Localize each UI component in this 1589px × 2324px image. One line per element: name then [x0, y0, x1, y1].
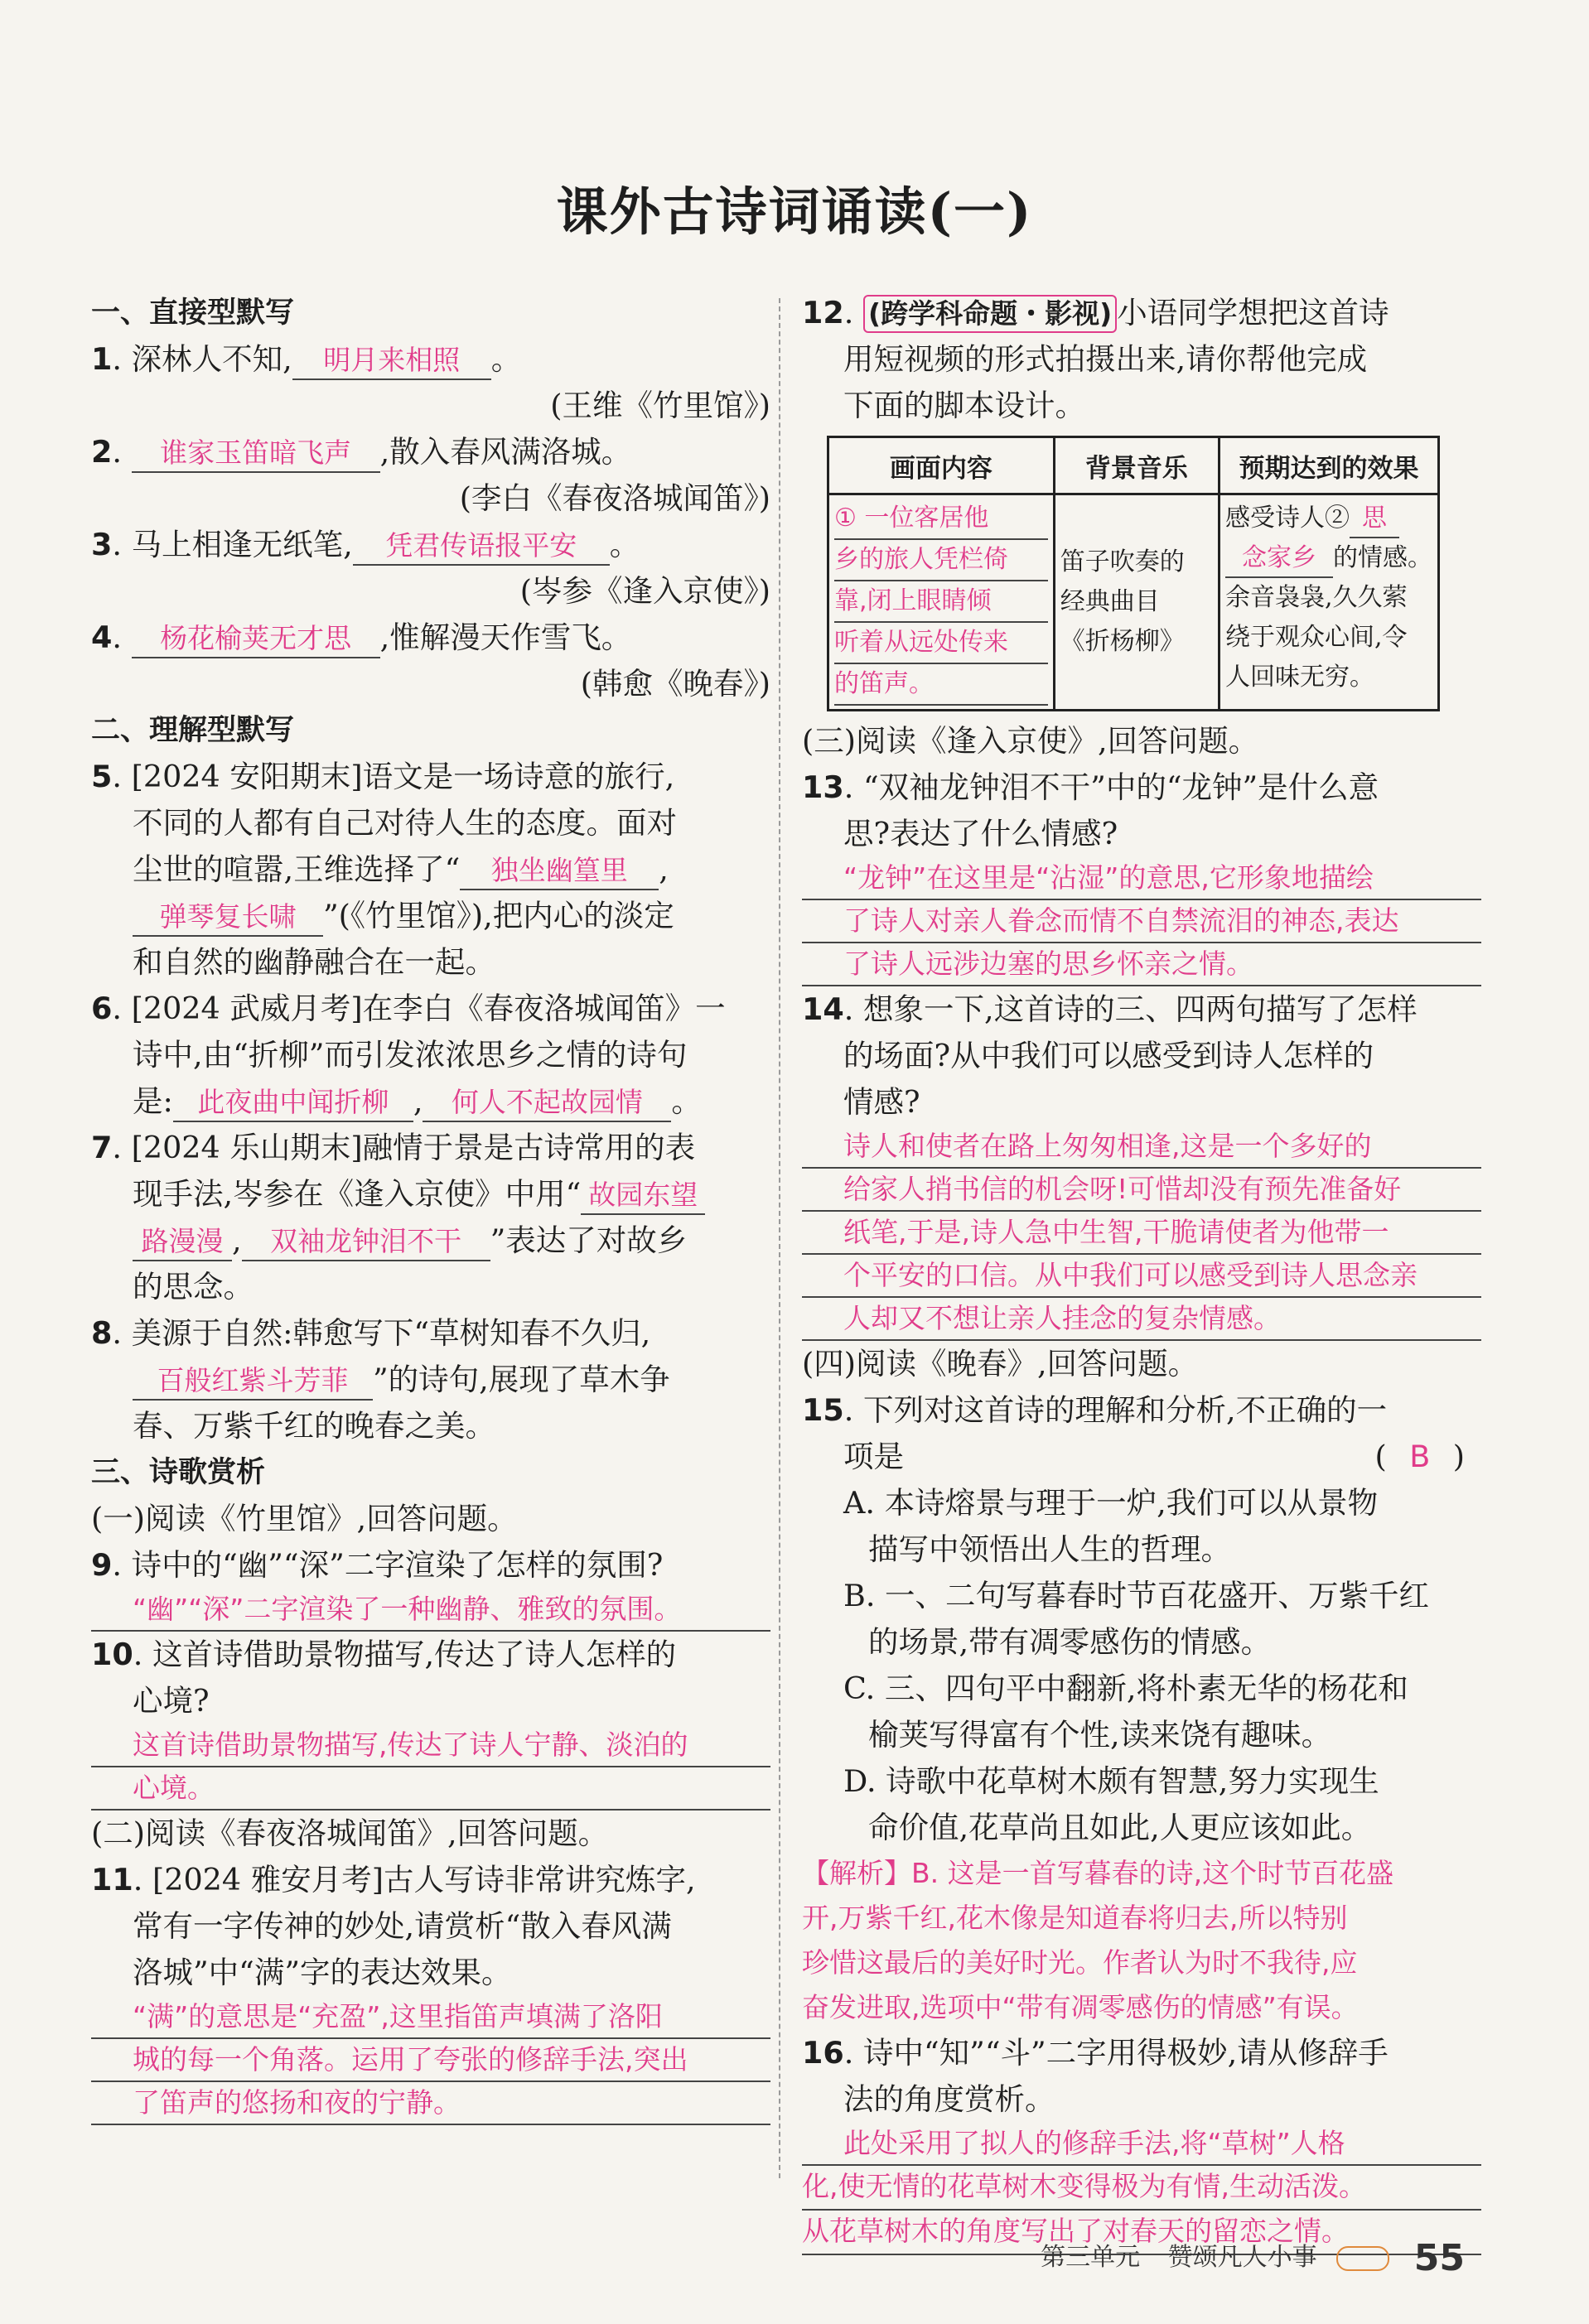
question-number: 2 — [91, 434, 113, 470]
question-text: 常有一字传神的妙处,请赏析“散入春风满 — [133, 1908, 672, 1944]
question-16 — [802, 2030, 1481, 2076]
table-header-row — [828, 437, 1439, 494]
question-number: 6 — [91, 991, 113, 1026]
question-text: , — [232, 1222, 242, 1258]
answer-blank: 故园东望 — [581, 1177, 705, 1215]
table-cell-effect — [1220, 494, 1439, 711]
answer-line: 心境。 — [91, 1767, 770, 1811]
question-14 — [802, 986, 1481, 1033]
choice-answer: B — [1409, 1439, 1431, 1474]
question-text: . [2024 乐山期末]融情于景是古诗常用的表 — [112, 1130, 696, 1165]
question-text: . — [112, 620, 132, 655]
option-text: 描写中领悟出人生的哲理。 — [868, 1531, 1231, 1567]
analysis-text: 奋发进取,选项中“带有凋零感伤的情感”有误。 — [802, 1991, 1359, 2023]
answer-line: 诗人和使者在路上匆匆相逢,这是一个多好的 — [802, 1126, 1481, 1169]
analysis-text: 开,万紫千红,花木像是知道春将归去,所以特别 — [802, 1902, 1348, 1934]
question-text: . 下列对这首诗的理解和分析,不正确的一 — [843, 1392, 1388, 1428]
question-text — [91, 893, 770, 939]
table-header: 预期达到的效果 — [1220, 437, 1439, 494]
cell-text: 余音袅袅,久久萦 — [1225, 583, 1408, 612]
question-text: . [2024 雅安月考]古人写诗非常讲究炼字, — [133, 1862, 696, 1897]
table-row — [828, 494, 1439, 711]
reading-heading: (三)阅读《逢入京使》,回答问题。 — [802, 723, 1259, 759]
cell-text: 《折杨柳》 — [1060, 627, 1185, 656]
answer-blank: 思 — [1350, 500, 1399, 538]
question-text: . “双袖龙钟泪不干”中的“龙钟”是什么意 — [843, 769, 1379, 805]
section-direct-recitation: 一、直接型默写 — [91, 297, 295, 330]
question-text: 春、万紫千红的晚春之美。 — [133, 1408, 495, 1444]
answer-line: “幽”“深”二字渲染了一种幽静、雅致的氛围。 — [91, 1589, 770, 1632]
answer-line: 从花草树木的角度写出了对春天的留恋之情。 — [802, 2211, 1481, 2255]
question-text: ”(《竹里馆》),把内心的淡定 — [323, 898, 674, 933]
question-15 — [802, 1387, 1481, 1434]
question-number: 15 — [802, 1392, 844, 1428]
question-number: 14 — [802, 991, 844, 1027]
question-number: 11 — [91, 1862, 133, 1897]
answer-blank: 百般红紫斗芳菲 — [133, 1362, 373, 1401]
question-text: ”表达了对故乡 — [490, 1222, 688, 1258]
question-text: 用短视频的形式拍摄出来,请你帮他完成 — [843, 341, 1368, 377]
question-text: , — [413, 1083, 423, 1119]
question-text — [91, 846, 770, 893]
question-text: 情感? — [843, 1084, 920, 1120]
question-4 — [91, 615, 770, 661]
question-text — [802, 1434, 1481, 1480]
question-text: . 深林人不知, — [112, 341, 292, 377]
answer-bracket — [1375, 1434, 1466, 1480]
option-b: B. 一、二句写暮春时节百花盛开、万紫千红 — [843, 1578, 1430, 1613]
option-text: 的场景,带有凋零感伤的情感。 — [868, 1624, 1272, 1660]
right-column — [802, 290, 1481, 2255]
bracket-close: ) — [1452, 1439, 1465, 1474]
unit-label: 第三单元 — [1041, 2243, 1141, 2272]
answer-blank: 何人不起故园情 — [423, 1084, 671, 1122]
page-footer — [1041, 2236, 1465, 2279]
answer-line: 纸笔,于是,诗人急中生智,干脆请使者为他带一 — [802, 1212, 1481, 1255]
question-7 — [91, 1125, 770, 1171]
reading-heading: (一)阅读《竹里馆》,回答问题。 — [91, 1501, 518, 1536]
answer-line: 了诗人对亲人眷念而情不自禁流泪的神态,表达 — [802, 900, 1481, 943]
question-text: . 马上相逢无纸笔, — [112, 527, 353, 562]
answer-line: 人却又不想让亲人挂念的复杂情感。 — [802, 1298, 1481, 1341]
question-text: 法的角度赏析。 — [843, 2081, 1055, 2117]
table-header: 背景音乐 — [1054, 437, 1219, 494]
question-number: 9 — [91, 1547, 113, 1583]
question-number: 4 — [91, 620, 113, 655]
poem-source: (王维《竹里馆》) — [550, 388, 770, 423]
reading-heading: (四)阅读《晚春》,回答问题。 — [802, 1346, 1199, 1381]
question-1 — [91, 336, 770, 383]
question-text: 是: — [133, 1083, 173, 1119]
question-text: 的思念。 — [133, 1269, 254, 1304]
answer-line: 城的每一个角落。运用了夸张的修辞手法,突出 — [91, 2039, 770, 2082]
script-design-table — [827, 436, 1440, 711]
question-6 — [91, 986, 770, 1032]
question-text — [91, 1357, 770, 1403]
answer-line: ① 一位客居他 — [834, 499, 1048, 540]
question-text — [91, 1217, 770, 1264]
question-text: 和自然的幽静融合在一起。 — [133, 944, 495, 980]
answer-line: 靠,闭上眼睛倾 — [834, 581, 1048, 623]
column-divider — [779, 298, 780, 2178]
question-text: . 想象一下,这首诗的三、四两句描写了怎样 — [843, 991, 1418, 1027]
poem-source: (李白《春夜洛城闻笛》) — [459, 480, 770, 516]
answer-line: 此处采用了拟人的修辞手法,将“草树”人格 — [802, 2123, 1481, 2166]
cell-text: 笛子吹奏的 — [1060, 547, 1185, 576]
question-text — [91, 1078, 770, 1125]
answer-blank: 谁家玉笛暗飞声 — [132, 435, 380, 473]
question-text: ,惟解漫天作雪飞。 — [379, 620, 632, 655]
question-text: 小语同学想把这首诗 — [1117, 295, 1389, 330]
analysis-text: 珍惜这最后的美好时光。作者认为时不我待,应 — [802, 1946, 1358, 1979]
answer-line: 个平安的口信。从中我们可以感受到诗人思念亲 — [802, 1255, 1481, 1298]
question-text: 。 — [490, 341, 522, 377]
poem-source: (岑参《逢入京使》) — [519, 573, 770, 609]
cell-text — [1225, 499, 1432, 538]
option-text: 命价值,花草尚且如此,人更应该如此。 — [868, 1810, 1372, 1845]
answer-line: 这首诗借助景物描写,传达了诗人宁静、淡泊的 — [91, 1724, 770, 1767]
question-number: 3 — [91, 527, 113, 562]
question-text: 项是 — [843, 1439, 904, 1474]
question-text: 诗中,由“折柳”而引发浓浓思乡之情的诗句 — [133, 1037, 688, 1073]
answer-line: 乡的旅人凭栏倚 — [834, 540, 1048, 581]
question-number: 16 — [802, 2035, 844, 2071]
cell-text: 的情感。 — [1333, 543, 1432, 572]
answer-line: 的笛声。 — [834, 664, 1048, 706]
question-text: 洛城”中“满”字的表达效果。 — [133, 1955, 512, 1990]
answer-line: “满”的意思是“充盈”,这里指笛声填满了洛阳 — [91, 1996, 770, 2039]
page-title: 课外古诗词诵读(一) — [556, 181, 1033, 242]
answer-blank: 凭君传语报平安 — [353, 528, 610, 566]
question-11 — [91, 1857, 770, 1903]
question-text — [91, 1171, 770, 1217]
question-text: 现手法,岑参在《逢入京使》中用“ — [133, 1176, 582, 1212]
question-number: 13 — [802, 769, 844, 805]
answer-line: 听着从远处传来 — [834, 623, 1048, 664]
question-5 — [91, 754, 770, 800]
cell-text: 绕于观众心间,令 — [1225, 623, 1408, 652]
question-text: 心境? — [133, 1683, 210, 1719]
page-number: 55 — [1413, 2237, 1465, 2279]
answer-line: 化,使无情的花草树木变得极为有情,生动活泼。 — [802, 2166, 1481, 2211]
question-text: 下面的脚本设计。 — [843, 388, 1085, 423]
answer-blank: 明月来相照 — [292, 342, 491, 380]
question-text: . — [843, 295, 864, 330]
bracket-open: ( — [1374, 1439, 1387, 1474]
question-text: 不同的人都有自己对待人生的态度。面对 — [133, 805, 677, 841]
question-number: 12 — [802, 295, 844, 330]
question-9 — [91, 1542, 770, 1589]
answer-blank: 独坐幽篁里 — [460, 852, 659, 890]
question-text: 。 — [609, 527, 640, 562]
answer-blank: 杨花榆荚无才思 — [132, 620, 380, 658]
question-text: , — [659, 851, 669, 887]
question-text: ,散入春风满洛城。 — [379, 434, 632, 470]
unit-theme: 赞颂凡人小事 — [1167, 2243, 1317, 2272]
interdisciplinary-badge: (跨学科命题・影视) — [863, 295, 1117, 333]
question-10 — [91, 1632, 770, 1678]
question-2 — [91, 429, 770, 475]
question-text: . [2024 安阳期末]语文是一场诗意的旅行, — [112, 759, 675, 794]
question-text: ”的诗句,展现了草木争 — [373, 1362, 670, 1397]
question-text: . 这首诗借助景物描写,传达了诗人怎样的 — [133, 1637, 677, 1672]
question-number: 5 — [91, 759, 113, 794]
option-text: 榆荚写得富有个性,读来饶有趣味。 — [868, 1717, 1332, 1753]
question-12 — [802, 290, 1481, 336]
question-8 — [91, 1310, 770, 1357]
section-comprehension-recitation: 二、理解型默写 — [91, 714, 295, 747]
answer-blank: 路漫漫 — [133, 1223, 232, 1261]
option-d: D. 诗歌中花草树木颇有智慧,努力实现生 — [843, 1763, 1379, 1799]
question-text: 的场面?从中我们可以感受到诗人怎样的 — [843, 1038, 1374, 1073]
question-text: . 诗中的“幽”“深”二字渲染了怎样的氛围? — [112, 1547, 664, 1583]
answer-blank: 双袖龙钟泪不干 — [242, 1223, 490, 1261]
answer-blank: 弹琴复长啸 — [133, 899, 323, 937]
question-number: 8 — [91, 1315, 113, 1351]
cell-text: 经典曲目 — [1060, 587, 1160, 616]
poem-source: (韩愈《晚春》) — [580, 666, 770, 702]
answer-blank: 此夜曲中闻折柳 — [173, 1084, 413, 1122]
question-text: 。 — [671, 1083, 702, 1119]
cell-text: 人回味无穷。 — [1225, 663, 1374, 692]
question-text: . 诗中“知”“斗”二字用得极妙,请从修辞手 — [843, 2035, 1389, 2071]
reading-heading: (二)阅读《春夜洛城闻笛》,回答问题。 — [91, 1815, 609, 1851]
cell-text: 感受诗人② — [1225, 504, 1350, 533]
table-cell-music — [1054, 494, 1219, 711]
question-text: . — [112, 434, 132, 470]
answer-line: 了笛声的悠扬和夜的宁静。 — [91, 2082, 770, 2125]
question-number: 1 — [91, 341, 113, 377]
question-text: . 美源于自然:韩愈写下“草树知春不久归, — [112, 1315, 651, 1351]
question-3 — [91, 522, 770, 568]
answer-line: 了诗人远涉边塞的思乡怀亲之情。 — [802, 943, 1481, 986]
question-text: 思?表达了什么情感? — [843, 816, 1118, 851]
answer-line: 给家人捎书信的机会呀!可惜却没有预先准备好 — [802, 1169, 1481, 1212]
question-text: . [2024 武威月考]在李白《春夜洛城闻笛》一 — [112, 991, 726, 1026]
table-header: 画面内容 — [828, 437, 1055, 494]
question-13 — [802, 764, 1481, 811]
option-c: C. 三、四句平中翻新,将朴素无华的杨花和 — [843, 1671, 1408, 1706]
question-text: 尘世的喧嚣,王维选择了“ — [133, 851, 461, 887]
option-a: A. 本诗熔景与理于一炉,我们可以从景物 — [843, 1485, 1379, 1521]
answer-blank: 念家乡 — [1225, 540, 1333, 578]
answer-line: “龙钟”在这里是“沾湿”的意思,它形象地描绘 — [802, 857, 1481, 900]
cell-text — [1225, 538, 1432, 578]
question-number: 7 — [91, 1130, 113, 1165]
brand-logo-icon — [1336, 2246, 1389, 2271]
analysis-text: 【解析】B. 这是一首写暮春的诗,这个时节百花盛 — [802, 1857, 1394, 1889]
section-poem-appreciation: 三、诗歌赏析 — [91, 1456, 266, 1489]
question-number: 10 — [91, 1637, 133, 1672]
table-cell-scene — [828, 494, 1055, 711]
left-column — [91, 290, 770, 2125]
